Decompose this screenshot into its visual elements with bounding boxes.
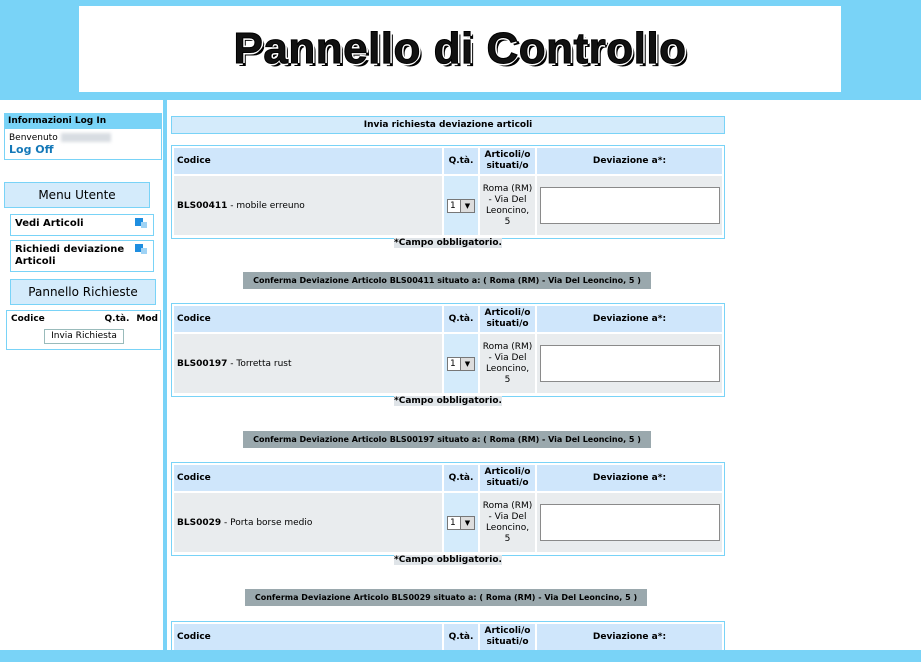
col-qty: Q.tà. <box>104 314 130 324</box>
quantity-select[interactable] <box>447 516 475 530</box>
article-block <box>171 462 725 556</box>
article-cell <box>174 334 442 393</box>
chevron-down-icon: ▼ <box>460 200 474 212</box>
col-location-header: Articoli/o situati/o <box>480 306 535 332</box>
article-name: - Porta borse medio <box>224 517 313 528</box>
col-deviation-header: Deviazione a*: <box>537 624 722 650</box>
header-banner <box>79 6 841 92</box>
col-code-header: Codice <box>174 148 442 174</box>
right-panel <box>729 100 921 650</box>
article-name: - Torretta rust <box>230 358 292 369</box>
deviation-input[interactable] <box>540 345 720 382</box>
col-qty-header: Q.tà. <box>444 624 478 650</box>
chevron-down-icon: ▼ <box>460 358 474 370</box>
required-note-text: *Campo obbligatorio. <box>394 396 502 406</box>
welcome-text: Benvenuto <box>9 133 58 143</box>
deviation-cell <box>537 334 722 393</box>
requests-header <box>7 311 160 324</box>
welcome-row <box>5 129 161 143</box>
col-mod: Mod <box>136 314 158 324</box>
chevron-down-icon: ▼ <box>460 517 474 529</box>
menu-square-icon <box>141 248 147 254</box>
left-sidebar <box>0 100 163 650</box>
article-code: BLS00411 <box>177 200 228 211</box>
user-menu-title: Menu Utente <box>4 182 150 208</box>
qty-cell <box>444 493 478 552</box>
deviation-cell <box>537 176 722 235</box>
quantity-value: 1 <box>450 200 456 211</box>
col-deviation-header: Deviazione a*: <box>537 465 722 491</box>
col-deviation-header: Deviazione a*: <box>537 306 722 332</box>
article-block <box>171 303 725 397</box>
login-info-box <box>4 113 162 160</box>
menu-item-label: Richiedi deviazione Articoli <box>15 244 125 267</box>
col-location-header: Articoli/o situati/o <box>480 624 535 650</box>
qty-cell <box>444 334 478 393</box>
required-note-text: *Campo obbligatorio. <box>394 238 502 248</box>
deviation-input[interactable] <box>540 504 720 541</box>
username-redacted <box>61 133 111 142</box>
article-block <box>171 145 725 239</box>
col-qty-header: Q.tà. <box>444 465 478 491</box>
quantity-value: 1 <box>450 517 456 528</box>
login-info-title: Informazioni Log In <box>5 114 161 129</box>
page-title: Pannello di Controllo <box>233 24 687 73</box>
menu-item-richiedi-deviazione[interactable] <box>10 240 154 272</box>
menu-item-label: Vedi Articoli <box>15 218 84 229</box>
logoff-link[interactable]: Log Off <box>9 143 54 156</box>
submit-request-button[interactable]: Invia Richiesta <box>44 329 124 344</box>
required-note <box>167 238 729 248</box>
col-code-header: Codice <box>174 465 442 491</box>
requests-panel <box>6 310 161 350</box>
col-location-header: Articoli/o situati/o <box>480 465 535 491</box>
article-code: BLS0029 <box>177 517 222 528</box>
confirm-deviation-button[interactable]: Conferma Deviazione Articolo BLS00411 situato a: ( Roma (RM) - Via Del Leoncino, 5 ) <box>243 272 651 289</box>
confirm-deviation-button[interactable]: Conferma Deviazione Articolo BLS0029 situato a: ( Roma (RM) - Via Del Leoncino, 5 ) <box>245 589 647 606</box>
confirm-deviation-button[interactable]: Conferma Deviazione Articolo BLS00197 situato a: ( Roma (RM) - Via Del Leoncino, 5 ) <box>243 431 651 448</box>
col-code: Codice <box>11 314 45 324</box>
required-note <box>167 396 729 406</box>
location-cell: Roma (RM) - Via Del Leoncino, 5 <box>480 176 535 235</box>
quantity-value: 1 <box>450 358 456 369</box>
col-qty-header: Q.tà. <box>444 148 478 174</box>
qty-cell <box>444 176 478 235</box>
requests-panel-title: Pannello Richieste <box>10 279 156 305</box>
menu-item-vedi-articoli[interactable] <box>10 214 154 236</box>
required-note-text: *Campo obbligatorio. <box>394 555 502 565</box>
col-qty-header: Q.tà. <box>444 306 478 332</box>
deviation-input[interactable] <box>540 187 720 224</box>
section-title: Invia richiesta deviazione articoli <box>171 116 725 134</box>
article-cell <box>174 176 442 235</box>
article-cell <box>174 493 442 552</box>
col-location-header: Articoli/o situati/o <box>480 148 535 174</box>
article-name: - mobile erreuno <box>230 200 305 211</box>
deviation-cell <box>537 493 722 552</box>
col-code-header: Codice <box>174 306 442 332</box>
article-code: BLS00197 <box>177 358 228 369</box>
col-deviation-header: Deviazione a*: <box>537 148 722 174</box>
col-code-header: Codice <box>174 624 442 650</box>
location-cell: Roma (RM) - Via Del Leoncino, 5 <box>480 493 535 552</box>
required-note <box>167 555 729 565</box>
quantity-select[interactable] <box>447 199 475 213</box>
menu-square-icon <box>141 222 147 228</box>
quantity-select[interactable] <box>447 357 475 371</box>
article-block <box>171 621 725 662</box>
main-content <box>165 100 731 650</box>
location-cell: Roma (RM) - Via Del Leoncino, 5 <box>480 334 535 393</box>
